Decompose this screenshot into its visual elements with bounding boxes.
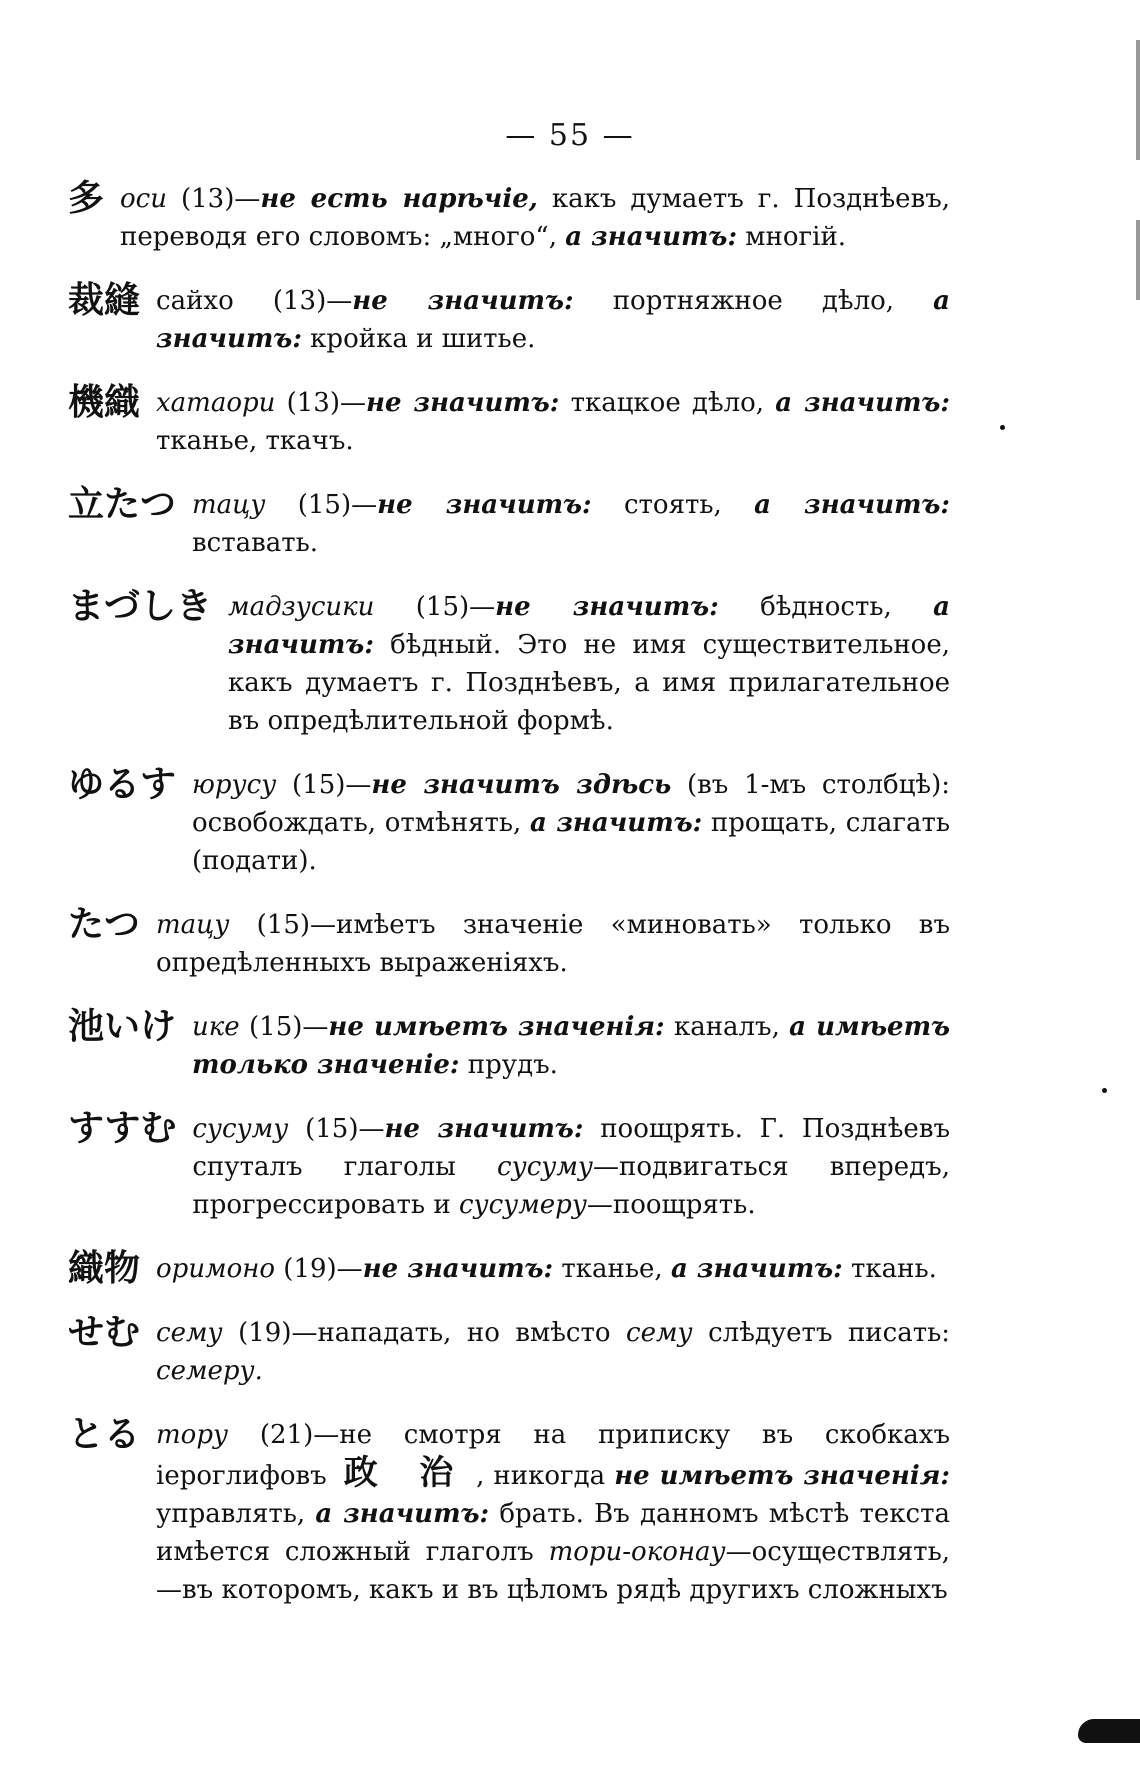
definition-text: (15)— xyxy=(239,1012,329,1042)
definition-text: тканье, xyxy=(553,1254,671,1284)
definition-text: (15)— xyxy=(265,490,378,520)
entry-definition xyxy=(156,1416,950,1609)
definition-text: не значитъ: xyxy=(352,286,574,316)
definition-text: а имѣетъ только значеніе: xyxy=(192,1012,950,1080)
definition-text: вставать. xyxy=(192,528,319,558)
definition-text: сусумеру xyxy=(458,1190,587,1220)
dictionary-entry xyxy=(68,1416,950,1609)
dictionary-entry xyxy=(68,1110,950,1224)
definition-text: тканье, ткачъ. xyxy=(156,426,354,456)
entry-headword: 池いけ xyxy=(68,1006,177,1047)
definition-text: —поощрять. xyxy=(586,1190,756,1220)
entry-definition xyxy=(156,384,950,460)
scan-edge-mark xyxy=(1136,40,1140,160)
dictionary-entry xyxy=(68,588,950,740)
definition-text: (21)—не смотря на приписку въ скобкахъ іероглифовъ xyxy=(156,1420,950,1491)
definition-text: многій. xyxy=(737,222,847,252)
definition-text: а значитъ: xyxy=(565,222,738,252)
definition-text: какъ думаетъ г. Позднѣевъ, переводя его словомъ: „много“, xyxy=(120,184,951,252)
definition-text: бѣдный. Это не имя существительное, какъ думаетъ г. Позднѣевъ, а имя прилагательное въ опредѣлительной формѣ. xyxy=(228,630,950,736)
definition-text: , никогда xyxy=(476,1461,615,1491)
entry-definition xyxy=(192,1008,950,1084)
definition-text: сему xyxy=(626,1318,693,1348)
definition-text: не имѣетъ значенія: xyxy=(328,1012,665,1042)
entry-headword: たつ xyxy=(68,904,141,945)
dictionary-entry xyxy=(68,906,950,982)
definition-text: тацу xyxy=(156,910,230,940)
definition-text: не значитъ: xyxy=(365,388,560,418)
definition-text: не значитъ: xyxy=(384,1114,584,1144)
dictionary-entry xyxy=(68,486,950,562)
definition-text: ике xyxy=(192,1012,240,1042)
definition-text: семеру. xyxy=(156,1356,263,1386)
entry-definition xyxy=(120,180,950,256)
dictionary-entry xyxy=(68,1250,950,1288)
definition-text: а значитъ: xyxy=(156,286,950,354)
definition-text: прудъ. xyxy=(459,1050,558,1080)
definition-text: не значитъ здѣсь xyxy=(371,770,672,800)
definition-text: поощрять. Г. Позднѣевъ спуталъ глаголы xyxy=(192,1114,950,1182)
definition-text: кройка и шитье. xyxy=(301,324,536,354)
definition-text: не есть нарѣчіе, xyxy=(260,184,538,214)
definition-text: портняжное дѣло, xyxy=(573,286,934,316)
scan-speck xyxy=(1102,1088,1107,1093)
definition-text: а значитъ: xyxy=(315,1499,490,1529)
scan-speck xyxy=(1000,425,1005,430)
definition-text: сусуму xyxy=(192,1114,289,1144)
scan-edge-mark xyxy=(1136,220,1140,300)
entry-headword: せむ xyxy=(68,1312,141,1353)
definition-text: юрусу xyxy=(192,770,277,800)
definition-text: не значитъ: xyxy=(377,490,592,520)
entry-definition xyxy=(228,588,950,740)
dictionary-entry xyxy=(68,1008,950,1084)
entry-headword: とる xyxy=(68,1414,141,1455)
definition-text: (15)— xyxy=(276,770,372,800)
definition-text: (19)—нападать, но вмѣсто xyxy=(222,1318,627,1348)
dictionary-entry xyxy=(68,384,950,460)
definition-text: управлять, xyxy=(156,1499,316,1529)
definition-text: а значитъ: xyxy=(228,592,951,660)
definition-text: ткацкое дѣло, xyxy=(559,388,776,418)
entry-headword: 多 xyxy=(68,178,105,219)
definition-text: —осуществлять,—въ которомъ, какъ и въ цѣломъ рядѣ другихъ сложныхъ xyxy=(156,1537,950,1605)
entry-definition xyxy=(156,1250,950,1288)
definition-text: (15)— xyxy=(288,1114,385,1144)
entry-headword: まづしき xyxy=(68,586,213,627)
scan-smudge xyxy=(1078,1719,1140,1743)
definition-text: а значитъ: xyxy=(775,388,951,418)
page-number: — 55 — xyxy=(505,118,635,153)
entry-headword: ゆるす xyxy=(68,764,177,805)
definition-text: а значитъ: xyxy=(670,1254,843,1284)
definition-text: не имѣетъ значенія: xyxy=(614,1461,950,1491)
dictionary-entry xyxy=(68,1314,950,1390)
dictionary-entry xyxy=(68,180,950,256)
definition-text: тору xyxy=(156,1420,229,1450)
entry-definition xyxy=(192,766,950,880)
definition-text: (въ 1-мъ столбцѣ): освобождать, отмѣнять, xyxy=(192,770,950,838)
definition-text: оримоно xyxy=(156,1254,276,1284)
definition-text: бѣдность, xyxy=(718,592,934,622)
definition-text: (13)— xyxy=(166,184,261,214)
definition-text: (15)— xyxy=(374,592,496,622)
definition-text: слѣдуетъ писать: xyxy=(692,1318,950,1348)
definition-text: сайхо xyxy=(156,286,234,316)
definition-text: каналъ, xyxy=(664,1012,790,1042)
definition-text: брать. Въ данномъ мѣстѣ текста имѣется сложный глаголъ xyxy=(156,1499,950,1567)
definition-text: ткань. xyxy=(842,1254,937,1284)
definition-text: а значитъ: xyxy=(754,490,950,520)
dictionary-entry xyxy=(68,282,950,358)
definition-text: прощать, слагать (подати). xyxy=(192,808,950,876)
entry-headword: 立たつ xyxy=(68,484,177,525)
entry-headword: 機織 xyxy=(68,382,141,423)
definition-text: (13)— xyxy=(233,286,353,316)
entry-definition xyxy=(156,906,950,982)
definition-text: мадзусики xyxy=(228,592,375,622)
definition-text: (19)— xyxy=(275,1254,363,1284)
definition-text: —подвигаться впередъ, прогрессировать и xyxy=(192,1152,950,1220)
entry-headword: 織物 xyxy=(68,1248,141,1289)
definition-text: сему xyxy=(156,1318,223,1348)
definition-text: оси xyxy=(120,184,167,214)
entry-headword: すすむ xyxy=(68,1108,177,1149)
hieroglyph-inline: 政 治 xyxy=(343,1453,469,1493)
definition-text: (15)—имѣетъ значеніе «миновать» только въ опредѣленныхъ выраженіяхъ. xyxy=(156,910,950,978)
definition-text: (13)— xyxy=(275,388,366,418)
entry-definition xyxy=(156,1314,950,1390)
definition-text: стоять, xyxy=(591,490,755,520)
definition-text: а значитъ: xyxy=(529,808,703,838)
entry-definition xyxy=(192,486,950,562)
definition-text: хатаори xyxy=(156,388,276,418)
entry-definition xyxy=(156,282,950,358)
definition-text: не значитъ: xyxy=(495,592,719,622)
definition-text: сусуму xyxy=(497,1152,593,1182)
definition-text: тори-оконау xyxy=(548,1537,726,1567)
dictionary-entry xyxy=(68,766,950,880)
entry-definition xyxy=(192,1110,950,1224)
definition-text: тацу xyxy=(192,490,266,520)
definition-text: не значитъ: xyxy=(362,1254,554,1284)
dictionary-entries xyxy=(68,180,950,1635)
entry-headword: 裁縫 xyxy=(68,280,141,321)
